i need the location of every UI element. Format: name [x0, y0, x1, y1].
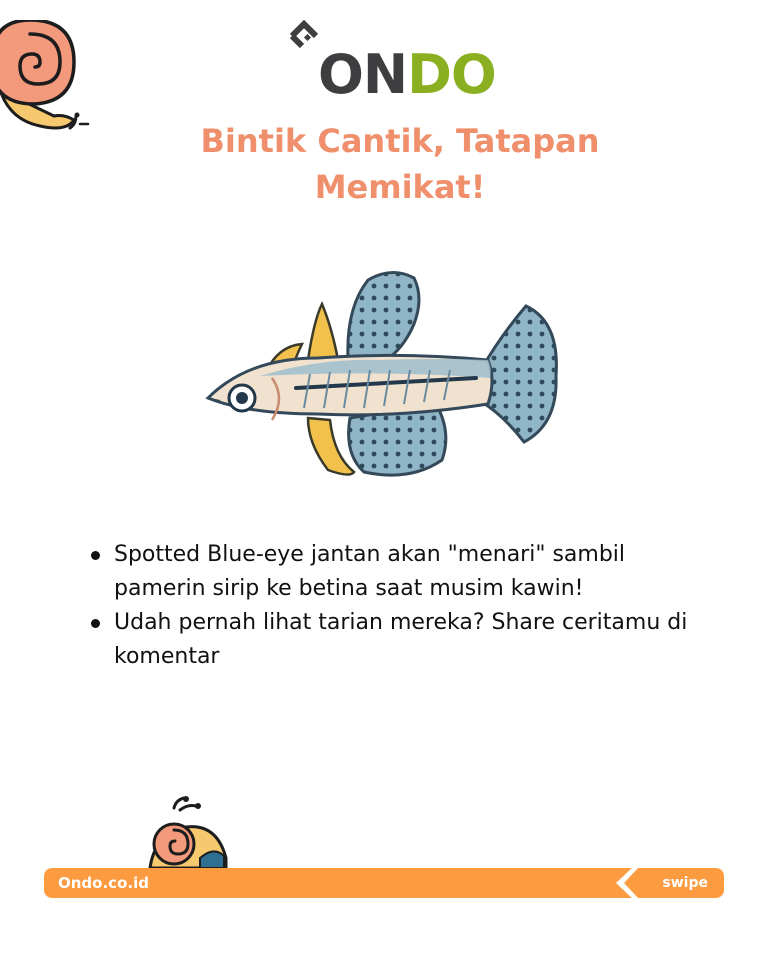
ondo-logo	[288, 20, 496, 106]
snail-icon	[0, 20, 92, 138]
spotted-blue-eye-fish-icon	[200, 268, 564, 482]
chevron-left-icon	[606, 868, 646, 898]
page-title	[150, 118, 650, 210]
page-title-line-1: Bintik Cantik, Tatapan	[200, 122, 600, 160]
fact-list	[88, 538, 708, 674]
page-title-line-2: Memikat!	[314, 168, 486, 206]
logo-wordmark	[318, 43, 496, 106]
logo-text-on: ON	[318, 43, 408, 106]
list-item: Spotted Blue-eye jantan akan "menari" sambil pamerin sirip ke betina saat musim kawin!	[88, 538, 708, 606]
footer-site-link[interactable]: Ondo.co.id	[58, 874, 149, 892]
snail-icon	[144, 796, 232, 868]
swipe-button[interactable]: swipe	[662, 875, 708, 891]
logo-text-do: DO	[407, 43, 496, 106]
list-item: Udah pernah lihat tarian mereka? Share ceritamu di komentar	[88, 606, 708, 674]
footer-bar	[44, 868, 724, 898]
